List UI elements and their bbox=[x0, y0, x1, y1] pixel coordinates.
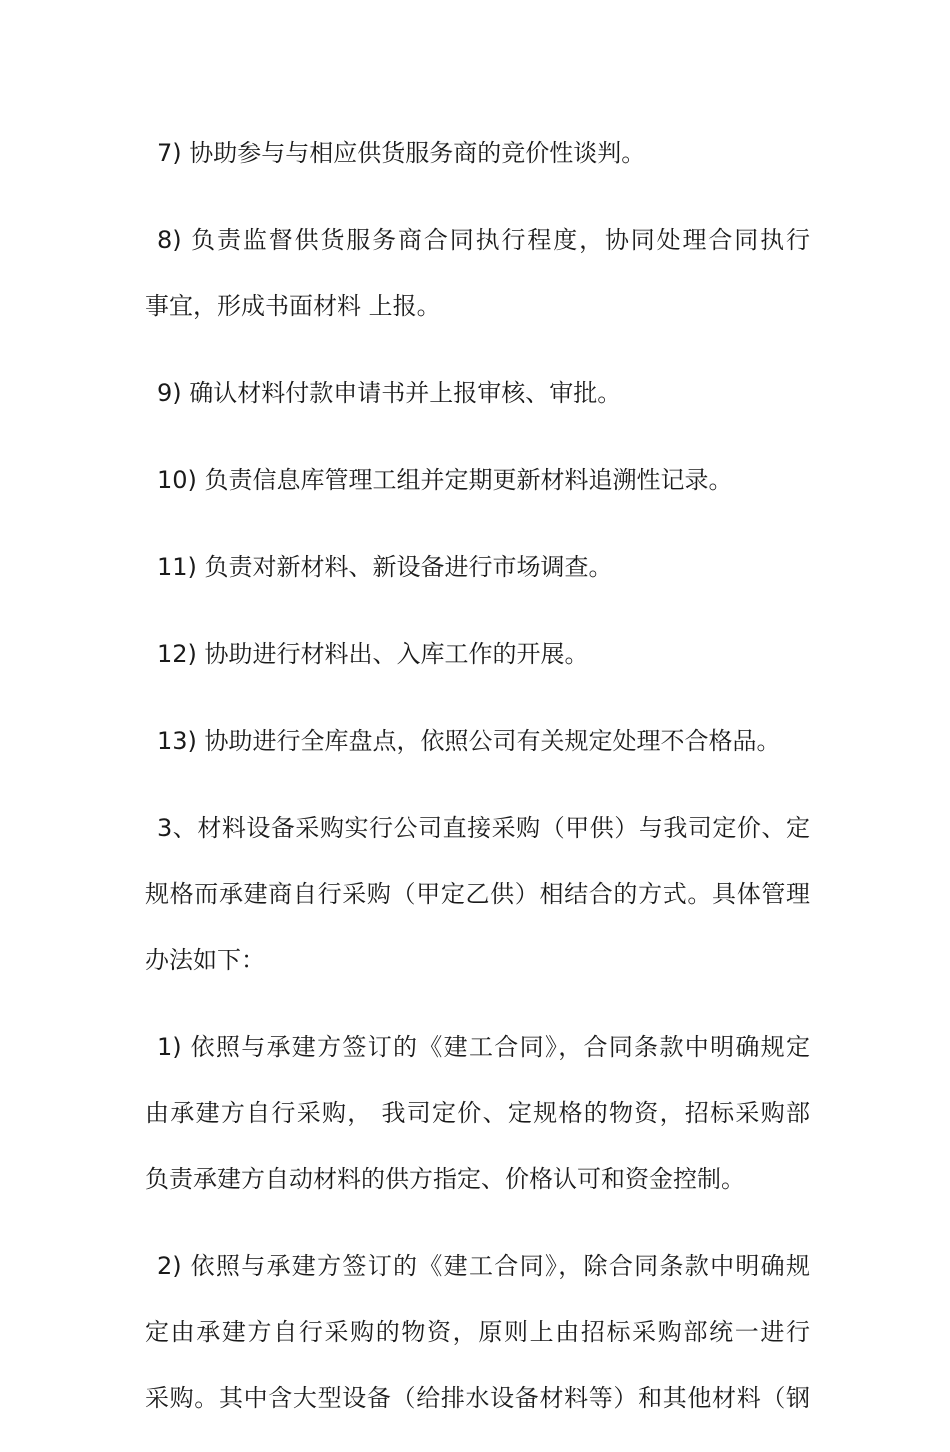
paragraph-item-11 bbox=[145, 534, 810, 600]
text-line: 规格而承建商自行采购（甲定乙供）相结合的方式。具体管理 bbox=[145, 880, 810, 908]
paragraph-item-8 bbox=[145, 207, 810, 339]
text-line: 1) 依照与承建方签订的《建工合同》，合同条款中明确规定 bbox=[157, 1033, 810, 1061]
text-line: 10) 负责信息库管理工组并定期更新材料追溯性记录。 bbox=[157, 466, 733, 494]
text-line: 采购。其中含大型设备（给排水设备材料等）和其他材料（钢 bbox=[145, 1384, 810, 1412]
text-line: 负责承建方自动材料的供方指定、价格认可和资金控制。 bbox=[145, 1165, 745, 1193]
paragraph-subitem-1 bbox=[145, 1014, 810, 1212]
document-body bbox=[145, 120, 810, 1452]
text-line: 2) 依照与承建方签订的《建工合同》，除合同条款中明确规 bbox=[157, 1252, 810, 1280]
text-line: 9) 确认材料付款申请书并上报审核、审批。 bbox=[157, 379, 622, 407]
text-line: 办法如下： bbox=[145, 946, 265, 974]
paragraph-item-12 bbox=[145, 621, 810, 687]
text-line: 12) 协助进行材料出、入库工作的开展。 bbox=[157, 640, 589, 668]
paragraph-subitem-2 bbox=[145, 1233, 810, 1431]
paragraph-item-7 bbox=[145, 120, 810, 186]
text-line: 13) 协助进行全库盘点，依照公司有关规定处理不合格品。 bbox=[157, 727, 781, 755]
paragraph-item-10 bbox=[145, 447, 810, 513]
text-line: 事宜，形成书面材料 上报。 bbox=[145, 292, 441, 320]
text-line: 7) 协助参与与相应供货服务商的竞价性谈判。 bbox=[157, 139, 646, 167]
paragraph-item-13 bbox=[145, 708, 810, 774]
text-line: 定由承建方自行采购的物资，原则上由招标采购部统一进行 bbox=[145, 1318, 810, 1346]
paragraph-section-3 bbox=[145, 795, 810, 993]
text-line: 11) 负责对新材料、新设备进行市场调查。 bbox=[157, 553, 613, 581]
paragraph-item-9 bbox=[145, 360, 810, 426]
text-line: 3、材料设备采购实行公司直接采购（甲供）与我司定价、定 bbox=[157, 814, 810, 842]
text-line: 8) 负责监督供货服务商合同执行程度，协同处理合同执行 bbox=[157, 226, 810, 254]
text-line: 由承建方自行采购， 我司定价、定规格的物资，招标采购部 bbox=[145, 1099, 810, 1127]
